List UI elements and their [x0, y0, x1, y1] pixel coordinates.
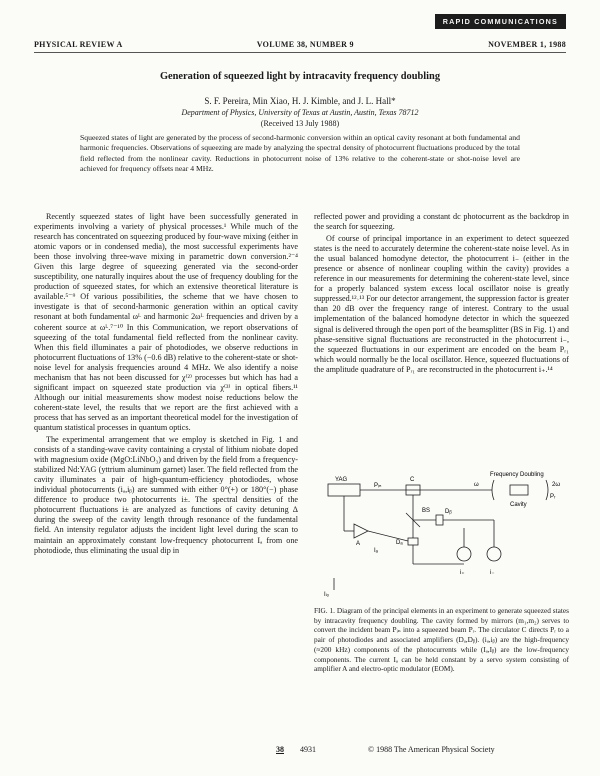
received-date: (Received 13 July 1988) — [260, 119, 340, 128]
article-title: Generation of squeezed light by intracavity frequency doubling — [159, 71, 441, 82]
right-column — [314, 212, 569, 375]
label-db: Dᵦ — [445, 509, 452, 515]
left-column — [34, 212, 298, 556]
mirror-m1 — [492, 480, 494, 500]
paragraph: Recently squeezed states of light have been successfully generated in experiments involving a variety of physical processes.¹ While much of the research has concentrated on squeezing produced by four-wave mixing (either in atomic vapors or in condensed media), the most successful experiments have been those involving three-wave mixing in parametric down conversion.²⁻⁴ Given this large degree of squeezing generated via the second-order susceptibility, one naturally inquires about the use of frequency doubling for the production of squeezed states, for which an extensive theoretical literature is available.⁵⁻⁹ Of various possibilities, the scheme that we have chosen to investigate is that of second-harmonic generation within an optical cavity resonant at both fundamental ωᴸ and harmonic 2ωᴸ frequencies and driven by a coherent source at ωᴸ.⁷⁻¹⁰ In this Communication, we report observations of squeezing of the total fundamental field reflected from the nonlinear cavity. When this field illuminates a pair of photodiodes, we observe reductions in photocurrent fluctuations of 13% (−0.6 dB) relative to the coherent-state or shot-noise level for analysis frequencies around 4 MHz. We also identify a noise mechanism that has not been discussed for χ⁽²⁾ processes but which has had a significant impact on squeezed state production via χ⁽³⁾ in optical fibers.¹¹ Although our initial measurements show modest noise reductions below the coherent-state level, the results that we report are the first achieved with a process that has served as an important theoretical model for the investigation of quantum statistical processes in quantum optics. — [34, 212, 298, 432]
label-omega: ω — [474, 482, 479, 488]
label-yag: YAG — [335, 477, 348, 483]
label-circulator: C — [410, 477, 415, 483]
label-amplifier: A — [356, 541, 361, 547]
crystal — [510, 485, 528, 495]
issue-date: NOVEMBER 1, 1988 — [488, 40, 566, 49]
laser-box — [328, 484, 360, 496]
author-list: S. F. Pereira, Min Xiao, H. J. Kimble, and J. L. Hall* — [204, 96, 396, 106]
affiliation: Department of Physics, University of Texas at Austin, Austin, Texas 78712 — [181, 108, 419, 117]
sum-junction-plus — [457, 547, 471, 561]
header-rule — [34, 52, 566, 53]
label-ilo: Iₗₒ — [324, 592, 329, 598]
label-da: Dₐ — [396, 540, 403, 546]
label-cavity: Cavity — [510, 502, 527, 508]
label-i-minus: i₋ — [490, 570, 495, 576]
volume-number: VOLUME 38, NUMBER 9 — [256, 40, 354, 49]
label-bs: BS — [422, 508, 431, 514]
footer-volume: 38 — [276, 745, 284, 754]
journal-name: PHYSICAL REVIEW A — [34, 40, 123, 49]
copyright: © 1988 The American Physical Society — [368, 745, 495, 754]
running-header — [34, 40, 566, 49]
label-pin: Pᵢₙ — [374, 483, 382, 489]
detector-db — [436, 515, 443, 525]
label-i-plus: i₊ — [460, 570, 465, 576]
label-2omega: 2ω — [552, 482, 561, 488]
experiment-diagram — [314, 468, 569, 600]
abstract: Squeezed states of light are generated by the process of second-harmonic conversion within an optical cavity resonant at both fundamental and harmonic frequencies. Observations of squeezing are made by analyzing the spectral density of photocurrent fluctuations produced by the total field reflected from the nonlinear cavity. Reductions in photocurrent noise of 13% relative to the coherent-state or shot-noise level are achieved for frequency offsets near 4 MHz. — [80, 133, 520, 174]
figure-caption: FIG. 1. Diagram of the principal elements in an experiment to generate squeezed states by intracavity frequency doubling. The cavity formed by mirrors (m₁,m₂) serves to convert the incident beam Pᵢₙ into a squeezed beam Pᵣ. The circulator C directs Pᵣ to a pair of photodiodes and associated amplifiers (Dₐ,Dᵦ). (iₐ,iᵦ) are the high-frequency (≈200 kHz) components of the photocurrents while (Iₐ,Iᵦ) are the low-frequency components. The current Iₐ can be held constant by a servo system consisting of amplifier A and electro-optic modulator (EOM). — [314, 606, 569, 674]
label-doubling: Frequency Doubling — [490, 472, 544, 478]
mirror-m2 — [546, 480, 548, 500]
page-number: 4931 — [300, 745, 316, 754]
detector-da — [408, 538, 418, 545]
section-badge: RAPID COMMUNICATIONS — [435, 14, 566, 29]
amplifier-a — [354, 524, 368, 538]
figure-1 — [314, 468, 569, 600]
paragraph: reflected power and providing a constant dc photocurrent as the backdrop in the search for squeezing. — [314, 212, 569, 232]
paragraph: Of course of principal importance in an experiment to detect squeezed states is the need to accurately determine the coherent-state noise level. As in the usual balanced homodyne detector, the photocurrent i₋ (either in the presence or absence of nonlinear coupling within the cavity) provides a reference in our measurements for determining the coherent-state level, since for a properly balanced system excess local oscillator noise is greatly suppressed.¹²˒¹³ For our detector arrangement, the suppression factor is greater than 20 dB over the frequency range of interest. Contrary to the usual implementation of the balanced homodyne detector in which the squeezed signal is delivered through the open port of the beamsplitter (BS in Fig. 1) and phase-sensitive signal fluctuations are reconstructed in the photocurrent i₋, the squeezed fluctuations in our experiment are encoded on the beam Pᵣ₁ which would normally be the local oscillator. Hence, squeezed fluctuations of the amplitude quadrature of Pᵣ₁ are reconstructed in the photocurrent i₊.¹⁴ — [314, 234, 569, 374]
paragraph: The experimental arrangement that we employ is sketched in Fig. 1 and consists of a standing-wave cavity containing a crystal of lithium niobate doped with magnesium oxide (MgO:LiNbO₃) and driven by the field from a frequency-stabilized Nd:YAG (yttrium aluminum garnet) laser. The field reflected from the cavity illuminates a pair of high-quantum-efficiency photodiodes, whose individual photocurrents (iₐ,iᵦ) are summed with either 0°(+) or 180°(−) phase difference to produce two photocurrents i±. The spectral densities of the photocurrent fluctuations i± are analyzed as functions of cavity detuning Δ during the sweep of the cavity length through resonance of the fundamental field. An intensity regulator adjusts the incident light level during the scan to maintain an approximately constant low-frequency photocurrent Iₐ from one photodiode, thus eliminating the usual dip in — [34, 435, 298, 555]
label-ia: Iₐ — [374, 548, 378, 554]
sum-junction-minus — [487, 547, 501, 561]
label-pr: Pᵣ — [550, 494, 556, 500]
